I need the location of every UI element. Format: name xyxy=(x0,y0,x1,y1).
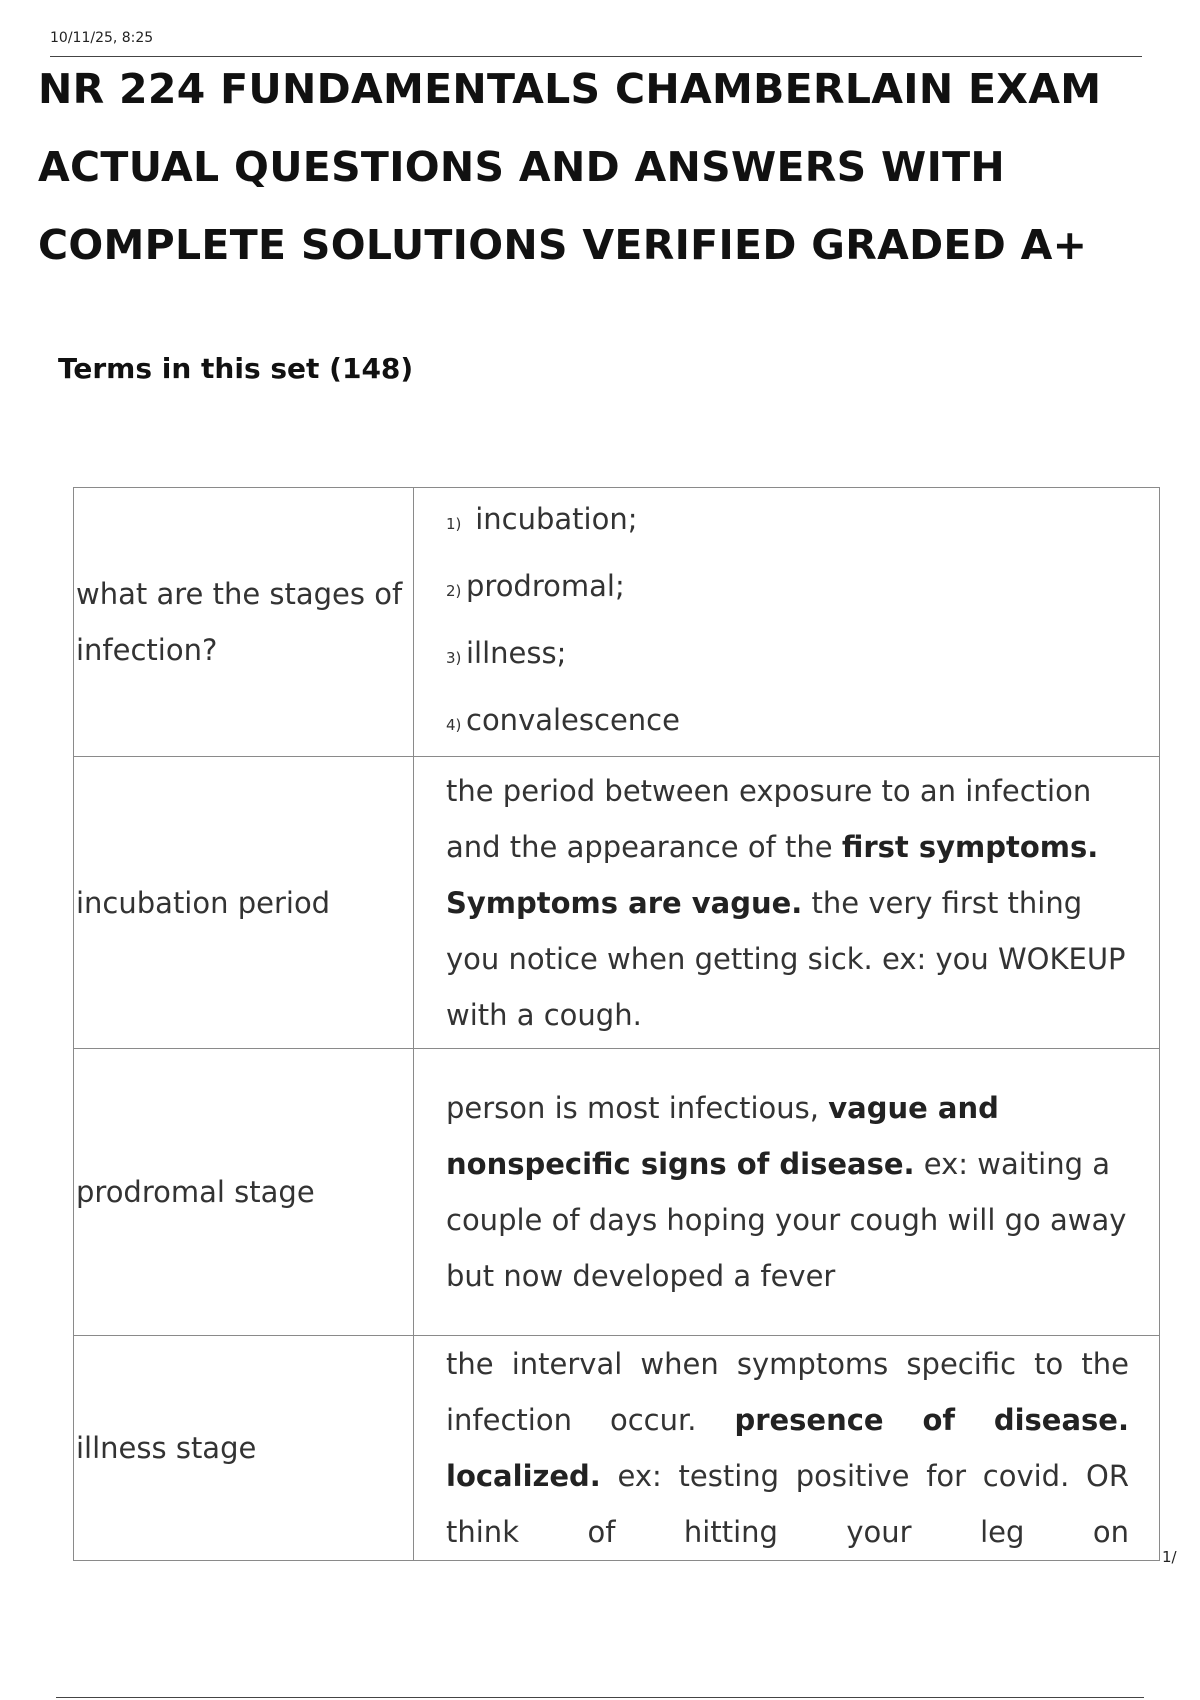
list-number: 3) xyxy=(446,649,462,667)
definition-bold-text: first symptoms. Symptoms are vague. xyxy=(446,829,1099,920)
definition-cell xyxy=(414,757,1160,1049)
print-timestamp: 10/11/25, 8:25 xyxy=(50,30,154,46)
definition-cell xyxy=(414,1049,1160,1336)
term-cell: illness stage xyxy=(74,1336,414,1561)
stage-text: prodromal; xyxy=(466,569,625,603)
list-number: 4) xyxy=(446,716,462,734)
definition-cell xyxy=(414,1336,1160,1561)
term-cell: prodromal stage xyxy=(74,1049,414,1336)
term-cell: what are the stages of infection? xyxy=(74,488,414,757)
definition-text: person is most infectious, xyxy=(446,1091,829,1125)
list-number: 1) xyxy=(446,515,462,533)
stage-text: convalescence xyxy=(466,703,680,737)
terms-count-heading: Terms in this set (148) xyxy=(58,352,414,385)
terms-table xyxy=(73,487,1160,1561)
definition-text: ex: waiting a couple of days hoping your cough will go away but now developed a fever xyxy=(446,1147,1127,1293)
table-row xyxy=(74,757,1160,1049)
list-item xyxy=(446,555,1129,622)
page-number: 1/ xyxy=(1162,1548,1177,1566)
stage-text: illness; xyxy=(466,636,567,670)
definition-text: the period between exposure to an infection and the appearance of the xyxy=(446,773,1092,864)
definition-text: ex: testing positive for covid. OR think of hitting your leg on xyxy=(446,1459,1129,1549)
table-row xyxy=(74,488,1160,757)
definition-text: the very first thing you notice when getting sick. ex: you WOKEUP with a cough. xyxy=(446,885,1126,1032)
definition-text: the interval when symptoms specific to the infection occur. xyxy=(446,1347,1129,1437)
list-item xyxy=(446,488,1129,555)
list-number: 2) xyxy=(446,582,462,600)
footer-divider xyxy=(56,1697,1144,1698)
definition-cell xyxy=(414,488,1160,757)
table-row xyxy=(74,1336,1160,1561)
document-title: NR 224 FUNDAMENTALS CHAMBERLAIN EXAM ACTUAL QUESTIONS AND ANSWERS WITH COMPLETE SOLUTIONS VERIFIED GRADED A+ xyxy=(38,65,1102,269)
definition-bold-text: vague and nonspecific signs of disease. xyxy=(446,1091,999,1181)
list-item xyxy=(446,689,1129,756)
term-cell: incubation period xyxy=(74,757,414,1049)
list-item xyxy=(446,622,1129,689)
table-row xyxy=(74,1049,1160,1336)
definition-bold-text: presence of disease. localized. xyxy=(446,1403,1129,1493)
stage-text: incubation; xyxy=(475,502,638,536)
